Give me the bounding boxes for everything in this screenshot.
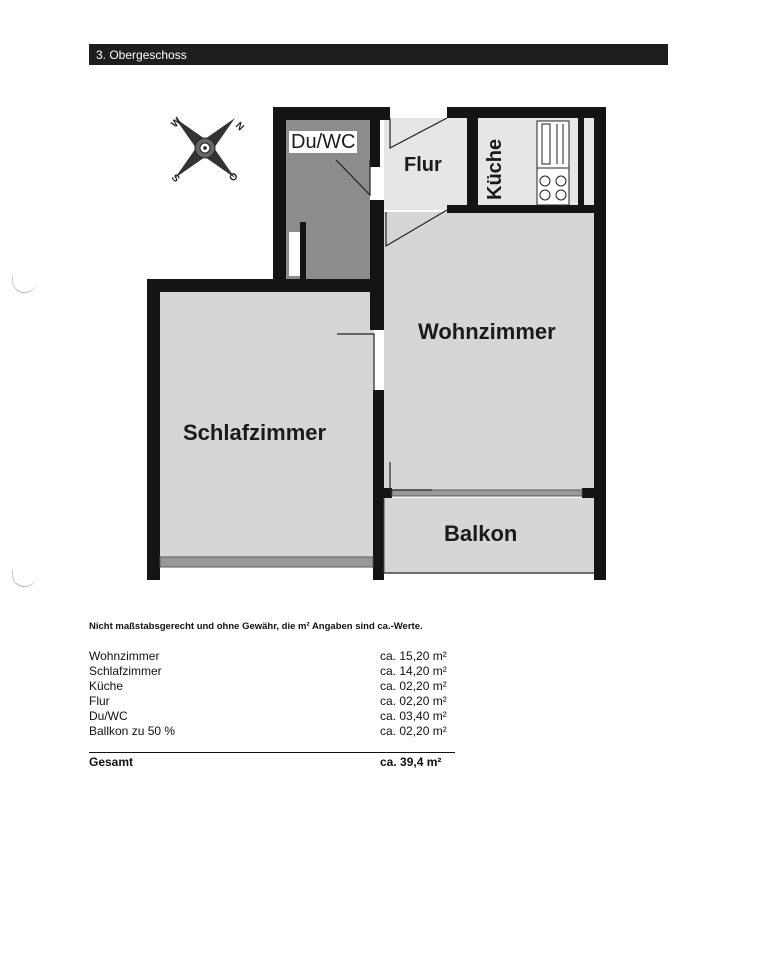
balcony-door [392, 490, 582, 496]
area-value: ca. 14,20 m² [380, 664, 447, 678]
area-row [89, 694, 455, 709]
area-room: Schlafzimmer [89, 664, 162, 678]
total-row [89, 755, 455, 769]
area-value: ca. 02,20 m² [380, 679, 447, 693]
area-room: Flur [89, 694, 110, 708]
area-row [89, 709, 455, 724]
room-label-kueche: Küche [484, 138, 506, 200]
room-label-balkon: Balkon [444, 521, 518, 546]
compass-rose [169, 115, 246, 185]
compass-n: N [232, 120, 246, 134]
area-value: ca. 02,20 m² [380, 724, 447, 738]
room-label-wohnzimmer: Wohnzimmer [418, 319, 556, 344]
area-room: Wohnzimmer [89, 649, 160, 663]
area-room: Ballkon zu 50 % [89, 724, 176, 738]
area-room: Küche [89, 679, 124, 693]
compass-o: O [227, 170, 241, 185]
room-label-flur: Flur [404, 154, 442, 176]
area-value: ca. 02,20 m² [380, 694, 447, 708]
floor-title: 3. Obergeschoss [96, 47, 187, 62]
total-divider [89, 752, 455, 753]
area-value: ca. 03,40 m² [380, 709, 447, 723]
total-label: Gesamt [89, 755, 134, 769]
kitchen-fixtures [537, 121, 569, 205]
area-value: ca. 15,20 m² [380, 649, 447, 663]
area-room: Du/WC [89, 709, 128, 723]
room-label-du-wc: Du/WC [291, 131, 356, 153]
compass-s: S [168, 172, 182, 185]
area-row [89, 649, 455, 664]
area-table [89, 649, 455, 739]
total-value: ca. 39,4 m² [380, 755, 442, 769]
compass-w: W [169, 115, 184, 131]
area-row [89, 679, 455, 694]
disclaimer-note: Nicht maßstabsgerecht und ohne Gewähr, die m² Angaben sind ca.-Werte. [89, 621, 423, 632]
area-row [89, 664, 455, 679]
window-schlafzimmer [160, 557, 373, 567]
floor-wohnzimmer [384, 212, 594, 494]
area-row [89, 724, 455, 739]
room-label-schlafzimmer: Schlafzimmer [183, 420, 327, 445]
